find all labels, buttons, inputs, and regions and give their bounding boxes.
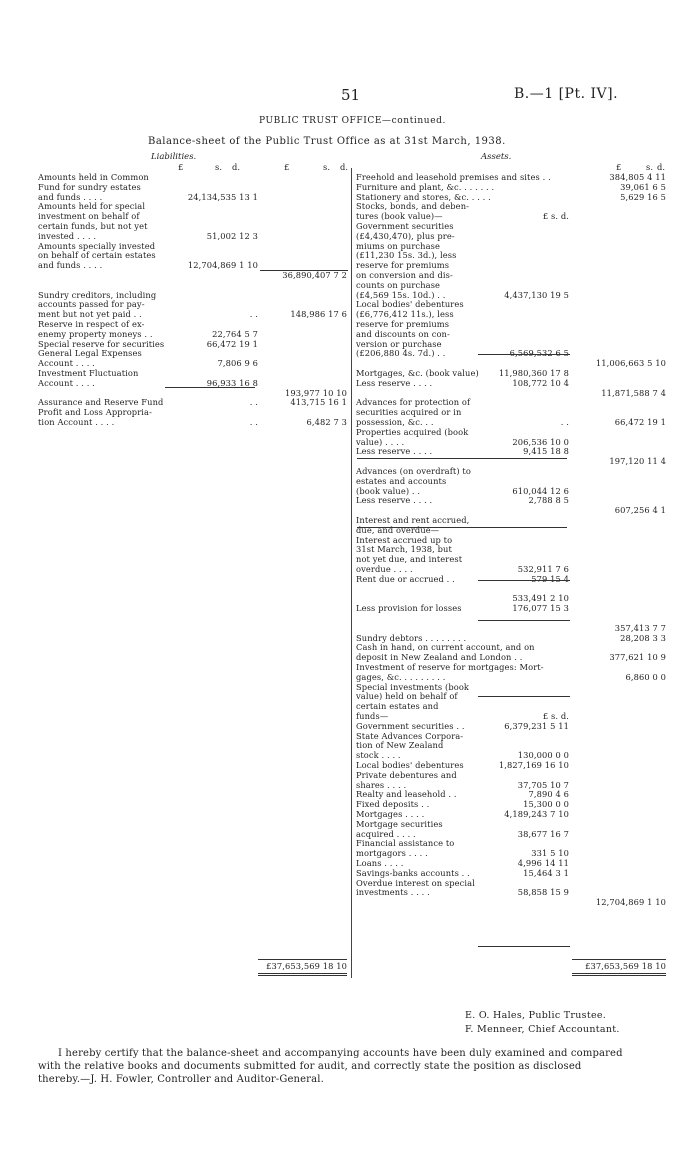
- line-label: acquired . . . .: [356, 828, 416, 839]
- amount-value: 176,077 15 3: [512, 603, 569, 614]
- signature-chief-accountant: F. Menneer, Chief Accountant.: [465, 1024, 620, 1035]
- amount-value: 37,705 10 7: [517, 779, 569, 790]
- line-label: General Legal Expenses: [38, 348, 142, 359]
- line-label: accounts passed for pay-: [38, 299, 145, 310]
- amount-value: 4,189,243 7 10: [504, 809, 569, 819]
- amount-value: 1,827,169 16 10: [498, 760, 569, 770]
- line-label: Government securities . .: [356, 720, 465, 731]
- amount-value: . .: [560, 417, 569, 427]
- col-head-pence: d.: [657, 162, 666, 172]
- amount-value: 4,437,130 19 5: [504, 289, 569, 300]
- subtotal-rule: [478, 946, 570, 947]
- amount-value: 7,890 4 6: [528, 789, 569, 800]
- liabilities-total: £37,653,569 18 10: [266, 961, 347, 971]
- amount-value: 197,120 11 4: [609, 456, 666, 467]
- line-label: Amounts specially invested: [38, 240, 156, 251]
- line-label: Furniture and plant, &c. . . . . . .: [356, 181, 495, 192]
- line-label: gages, &c. . . . . . . . .: [356, 671, 446, 682]
- amount-value: 6,379,231 5 11: [504, 720, 569, 731]
- col-head-pence: d.: [340, 162, 349, 172]
- amount-value: 384,805 4 11: [609, 172, 666, 182]
- line-label: not yet due, and interest: [356, 554, 463, 565]
- amount-value: 579 15 4: [531, 573, 569, 584]
- col-head-shillings: s.: [215, 162, 223, 172]
- line-label: Interest and rent accrued,: [356, 515, 470, 525]
- subtotal-rule: [478, 580, 570, 581]
- line-label: Special investments (book: [356, 681, 470, 692]
- amount-value: 24,134,535 13 1: [187, 191, 258, 202]
- line-label: ment but not yet paid . .: [38, 309, 142, 320]
- amount-value: . .: [249, 417, 258, 427]
- line-label: estates and accounts: [356, 475, 447, 486]
- amount-value: 11,871,588 7 4: [601, 387, 666, 398]
- amount-value: 607,256 4 1: [614, 505, 666, 516]
- line-label: 31st March, 1938, but: [356, 544, 452, 555]
- amount-value: 38,677 16 7: [517, 828, 569, 839]
- line-label: Overdue interest on special: [356, 877, 475, 888]
- audit-certificate-line: with the relative books and documents submitted for audit, and correctly state the position as disclosed: [38, 1061, 582, 1072]
- line-label: Less reserve . . . .: [356, 495, 433, 506]
- amount-value: 331 5 10: [531, 848, 569, 859]
- amount-value: 4,996 14 11: [517, 858, 569, 868]
- line-label: State Advances Corpora-: [356, 730, 464, 741]
- line-label: Account . . . .: [38, 358, 95, 369]
- amount-value: 108,772 10 4: [512, 377, 569, 388]
- line-label: investments . . . .: [356, 887, 430, 898]
- line-label: Cash in hand, on current account, and on: [356, 642, 535, 653]
- amount-value: 357,413 7 7: [614, 622, 666, 633]
- assets-heading: Assets.: [481, 152, 512, 162]
- line-label: (£6,776,412 11s.), less: [356, 309, 454, 320]
- amount-value: 130,000 0 0: [517, 750, 569, 761]
- amount-value: 413,715 16 1: [290, 397, 347, 408]
- line-label: Less provision for losses: [356, 603, 462, 614]
- line-label: Financial assistance to: [356, 838, 455, 849]
- line-label: Mortgages . . . .: [356, 809, 425, 819]
- amount-value: 39,061 6 5: [620, 181, 666, 192]
- line-label: certain estates and: [356, 701, 439, 712]
- line-label: Assurance and Reserve Fund: [38, 397, 164, 408]
- line-label: tion of New Zealand: [356, 740, 444, 751]
- signature-public-trustee: E. O. Hales, Public Trustee.: [465, 1010, 607, 1021]
- section-rule: [357, 458, 567, 459]
- amount-value: 51,002 12 3: [206, 230, 258, 241]
- audit-certificate-line: thereby.—J. H. Fowler, Controller and Auditor-General.: [38, 1074, 324, 1085]
- amount-value: 11,980,360 17 8: [498, 368, 569, 378]
- amount-value: 206,536 10 0: [512, 436, 569, 447]
- line-label: invested . . . .: [38, 230, 97, 241]
- line-label: Investment of reserve for mortgages: Mort-: [356, 662, 544, 672]
- amount-value: 2,788 8 5: [528, 495, 569, 506]
- line-label: Government securities: [356, 221, 454, 231]
- amount-value: 22,764 5 7: [212, 328, 258, 339]
- liabilities-heading: Liabilities.: [151, 152, 197, 162]
- subtotal-rule: [478, 620, 570, 621]
- line-label: and funds . . . .: [38, 260, 103, 271]
- line-label: Sundry debtors . . . . . . . .: [356, 632, 467, 643]
- col-head-shillings: s.: [646, 162, 654, 172]
- line-label: possession, &c. . .: [356, 417, 434, 427]
- line-label: funds—: [356, 711, 389, 721]
- amount-value: 7,806 9 6: [217, 358, 258, 369]
- amount-value: 610,044 12 6: [512, 485, 569, 496]
- report-reference: B.—1 [Pt. IV].: [514, 86, 619, 102]
- amount-value: 6,569,532 6 5: [509, 348, 569, 359]
- line-label: tures (book value)—: [356, 211, 443, 222]
- line-label: value) . . . .: [356, 436, 405, 447]
- total-rule: [258, 959, 347, 960]
- line-label: and funds . . . .: [38, 191, 103, 202]
- line-label: Fixed deposits . .: [356, 799, 430, 810]
- line-label: Amounts held for special: [38, 201, 146, 212]
- amount-value: 6,860 0 0: [625, 671, 666, 682]
- amount-value: £ s. d.: [542, 211, 569, 222]
- line-label: Fund for sundry estates: [38, 181, 141, 192]
- subtotal-rule: [478, 696, 570, 697]
- amount-value: . .: [249, 309, 258, 320]
- amount-value: 5,629 16 5: [620, 191, 666, 202]
- line-label: (£4,569 15s. 10d.) . .: [356, 289, 446, 300]
- line-label: version or purchase: [356, 338, 442, 349]
- amount-value: 193,977 10 10: [285, 387, 347, 398]
- line-label: enemy property moneys . .: [38, 328, 153, 339]
- line-label: Profit and Loss Appropria-: [38, 407, 152, 418]
- amount-value: 36,890,407 7 2: [282, 270, 347, 280]
- line-label: and discounts on con-: [356, 328, 450, 339]
- line-label: Loans . . . .: [356, 858, 404, 868]
- line-label: Amounts held in Common: [38, 172, 149, 182]
- line-label: (£11,230 15s. 3d.), less: [356, 250, 457, 261]
- line-label: Advances (on overdraft) to: [356, 466, 471, 476]
- line-label: certain funds, but not yet: [38, 221, 148, 231]
- line-label: Less reserve . . . .: [356, 446, 433, 457]
- amount-value: 12,704,869 1 10: [187, 260, 258, 271]
- amount-value: 532,911 7 6: [517, 564, 569, 574]
- amount-value: 58,858 15 9: [517, 887, 569, 898]
- col-head-pounds: £: [616, 162, 622, 172]
- line-label: Mortgages, &c. (book value): [356, 368, 479, 378]
- amount-value: 15,464 3 1: [523, 867, 569, 878]
- line-label: on behalf of certain estates: [38, 250, 156, 261]
- line-label: (book value) . .: [356, 485, 421, 496]
- line-label: mortgagors . . . .: [356, 848, 428, 859]
- line-label: Less reserve . . . .: [356, 377, 433, 388]
- line-label: reserve for premiums: [356, 260, 450, 271]
- line-label: Interest accrued up to: [356, 534, 453, 545]
- line-label: miums on purchase: [356, 240, 441, 251]
- amount-value: 66,472 19 1: [614, 417, 666, 427]
- audit-certificate-line: I hereby certify that the balance-sheet and accompanying accounts have been duly examined and compared: [58, 1048, 623, 1059]
- line-label: investment on behalf of: [38, 211, 140, 222]
- line-label: tion Account . . . .: [38, 417, 115, 427]
- col-head-pounds: £: [178, 162, 184, 172]
- amount-value: 96,933 16 8: [206, 377, 258, 388]
- line-label: Stocks, bonds, and deben-: [356, 201, 470, 212]
- amount-value: £ s. d.: [542, 711, 569, 721]
- amount-value: . .: [249, 397, 258, 408]
- col-head-shillings: s.: [323, 162, 331, 172]
- amount-value: 15,300 0 0: [523, 799, 569, 810]
- line-label: Investment Fluctuation: [38, 368, 139, 378]
- line-label: value) held on behalf of: [356, 691, 458, 702]
- column-divider: [351, 168, 352, 978]
- page-number: 51: [341, 86, 361, 104]
- col-head-pence: d.: [232, 162, 241, 172]
- col-head-pounds: £: [284, 162, 290, 172]
- subtotal-rule: [165, 387, 255, 388]
- line-label: due, and overdue—: [356, 524, 440, 535]
- subtotal-rule: [478, 354, 570, 355]
- amount-value: 66,472 19 1: [206, 338, 258, 349]
- section-rule: [357, 527, 567, 528]
- amount-value: 6,482 7 3: [306, 417, 347, 427]
- line-label: on conversion and dis-: [356, 270, 453, 280]
- amount-value: 377,621 10 9: [609, 652, 666, 663]
- line-label: (£4,430,470), plus pre-: [356, 230, 455, 241]
- total-double-rule: [258, 973, 347, 976]
- line-label: Special reserve for securities: [38, 338, 165, 349]
- line-label: reserve for premiums: [356, 319, 450, 329]
- amount-value: 12,704,869 1 10: [595, 897, 666, 908]
- line-label: Freehold and leasehold premises and sites . .: [356, 172, 551, 182]
- line-label: Private debentures and: [356, 769, 457, 780]
- subtotal-rule: [260, 270, 348, 271]
- line-label: Local bodies' debentures: [356, 299, 464, 310]
- total-double-rule: [572, 973, 666, 976]
- line-label: Reserve in respect of ex-: [38, 319, 145, 329]
- line-label: deposit in New Zealand and London . .: [356, 652, 523, 663]
- assets-total: £37,653,569 18 10: [585, 961, 666, 971]
- line-label: Properties acquired (book: [356, 426, 469, 437]
- line-label: Account . . . .: [38, 377, 95, 388]
- total-rule: [572, 959, 666, 960]
- amount-value: 11,006,663 5 10: [595, 358, 666, 369]
- balance-sheet-title: Balance-sheet of the Public Trust Office as at 31st March, 1938.: [148, 136, 506, 147]
- line-label: overdue . . . .: [356, 564, 413, 574]
- line-label: stock . . . .: [356, 750, 401, 761]
- amount-value: 148,986 17 6: [290, 309, 347, 320]
- line-label: counts on purchase: [356, 279, 441, 290]
- line-label: securities acquired or in: [356, 407, 462, 418]
- line-label: Realty and leasehold . .: [356, 789, 457, 800]
- amount-value: 9,415 18 8: [523, 446, 569, 457]
- line-label: Advances for protection of: [356, 397, 471, 408]
- line-label: Savings-banks accounts . .: [356, 867, 470, 878]
- line-label: Sundry creditors, including: [38, 289, 157, 300]
- line-label: Rent due or accrued . .: [356, 573, 455, 584]
- line-label: (£206,880 4s. 7d.) . .: [356, 348, 446, 359]
- line-label: Local bodies' debentures: [356, 760, 464, 770]
- running-title: PUBLIC TRUST OFFICE—continued.: [259, 116, 446, 126]
- line-label: Mortgage securities: [356, 818, 443, 829]
- line-label: shares . . . .: [356, 779, 407, 790]
- amount-value: 533,491 2 10: [512, 593, 569, 604]
- amount-value: 28,208 3 3: [620, 632, 666, 643]
- line-label: Stationery and stores, &c. . . . .: [356, 191, 491, 202]
